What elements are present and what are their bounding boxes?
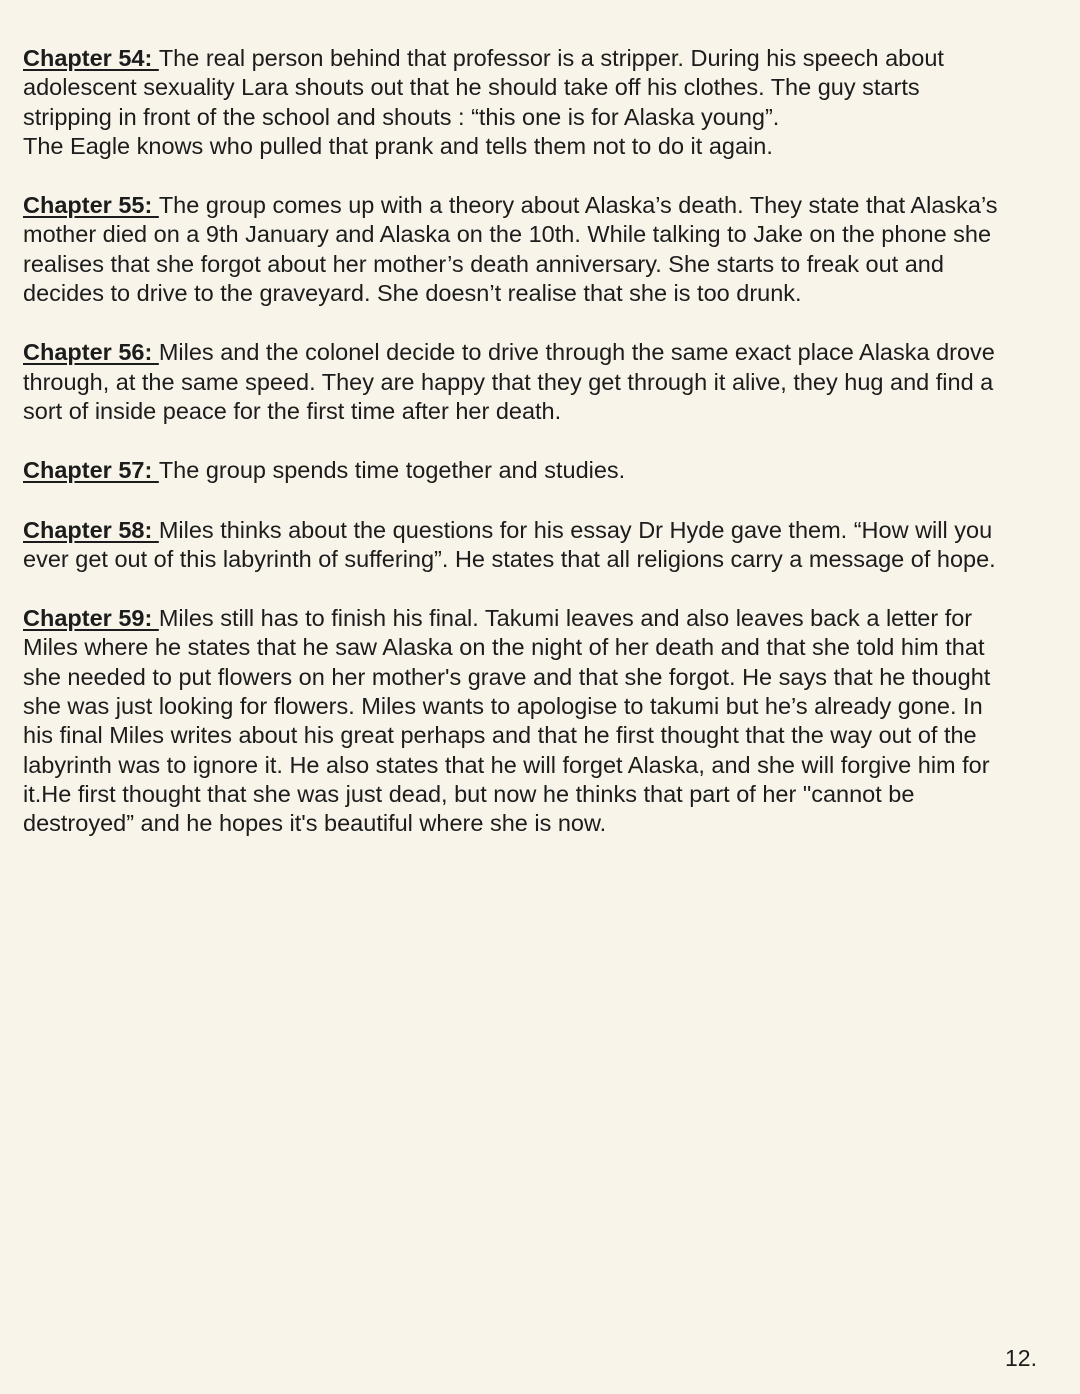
chapter-57-label: Chapter 57: — [23, 457, 159, 484]
page-number: 12. — [1005, 1345, 1037, 1371]
chapter-57-text: The group spends time together and studies. — [158, 457, 626, 484]
chapter-59-label: Chapter 59: — [23, 605, 159, 632]
chapter-55-text: The group comes up with a theory about Alaska’s death. They state that Alaska’s mother died on a 9th January and Alaska on the 10th. While talking to Jake on the phone she realises that she forgot about her mother’s death anniversary. She starts to freak out and decides to drive to the graveyard. She doesn’t realise that she is too drunk. — [23, 192, 998, 307]
chapter-55-summary — [23, 191, 1013, 308]
chapter-55-label: Chapter 55: — [23, 192, 159, 219]
chapter-56-text: Miles and the colonel decide to drive through the same exact place Alaska drove through, at the same speed. They are happy that they get through it alive, they hug and find a sort of inside peace for the first time after her death. — [23, 339, 995, 424]
chapter-56-label: Chapter 56: — [23, 339, 159, 366]
chapter-58-summary — [23, 516, 1013, 575]
chapter-54-text: The real person behind that professor is a stripper. During his speech about adolescent sexuality Lara shouts out that he should take off his clothes. The guy starts stripping in front of the school and shouts : “this one is for Alaska young”. The Eagle knows who pulled that prank and tells them not to do it again. — [23, 45, 944, 159]
chapter-59-summary — [23, 604, 1013, 838]
chapter-58-text: Miles thinks about the questions for his essay Dr Hyde gave them. “How will you ever get out of this labyrinth of suffering”. He states that all religions carry a message of hope. — [23, 516, 996, 572]
chapter-summaries — [23, 44, 1013, 839]
chapter-56-summary — [23, 338, 1013, 426]
chapter-59-text: Miles still has to finish his final. Takumi leaves and also leaves back a letter for Miles where he states that he saw Alaska on the night of her death and that she told him that she needed to put flowers on her mother's grave and that she forgot. He says that he thought she was just looking for flowers. Miles wants to apologise to takumi but he’s already gone. In his final Miles writes about his great perhaps and that he first thought that the way out of the labyrinth was to ignore it. He also states that he will forget Alaska, and she will forgive him for it.He first thought that she was just dead, but now he thinks that part of her "cannot be destroyed” and he hopes it's beautiful where she is now. — [23, 605, 991, 837]
chapter-57-summary — [23, 456, 1013, 485]
chapter-54-label: Chapter 54: — [23, 45, 159, 71]
chapter-54-summary — [23, 44, 1013, 161]
chapter-58-label: Chapter 58: — [23, 516, 159, 543]
